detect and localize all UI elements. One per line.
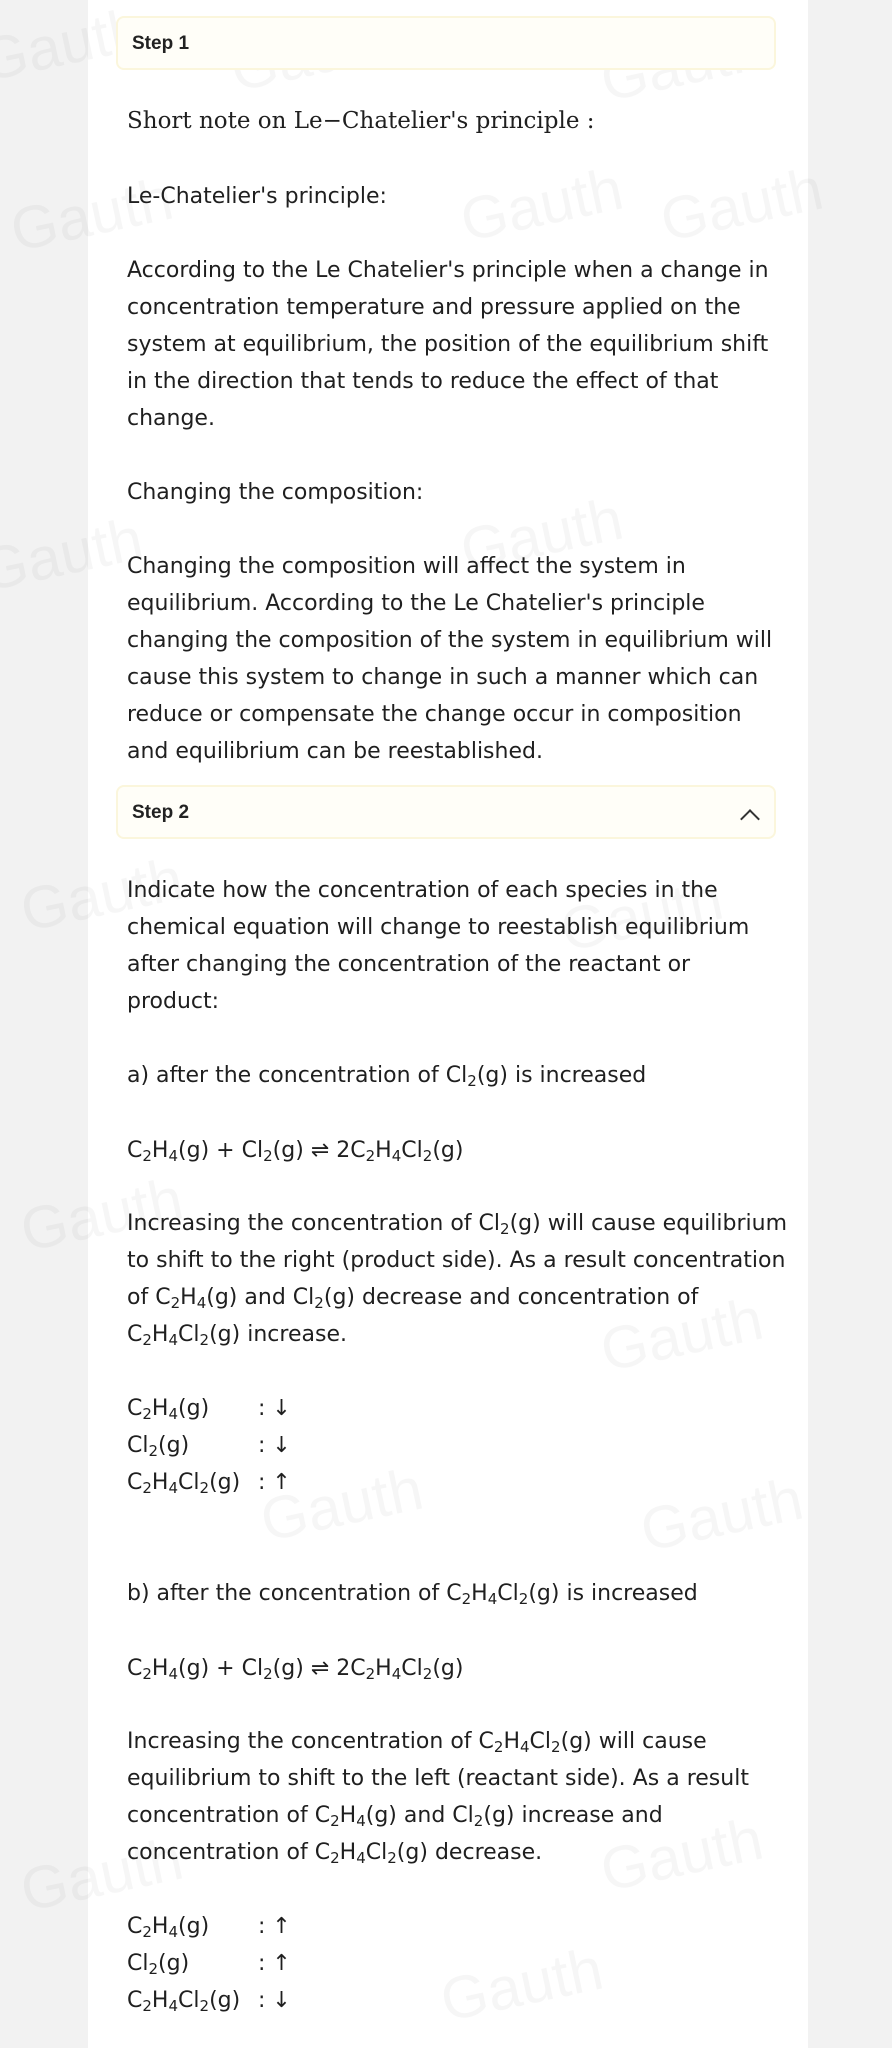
part-a-species-2: $Cl_2(g)$ bbox=[127, 1433, 190, 1460]
chem-formula: $C_2H_4Cl_2(g)$ bbox=[446, 1581, 560, 1608]
section-title: Short note on Le−Chatelier's principle : bbox=[127, 108, 595, 134]
part-a-explanation: Increasing the concentration of $Cl_2(g)$ will cause equilibrium to shift to the right (product side). As a result concentration of $C_2H_4(g)$ and $Cl_2(g)$ decrease and concentration of $C_2H_4Cl_2(g)$ increase. bbox=[127, 1211, 788, 1349]
step-2-header[interactable] bbox=[116, 785, 776, 839]
part-a-question: a) after the concentration of $Cl_2(g)$ is increased bbox=[127, 1063, 647, 1090]
chem-formula: $Cl_2(g)$ bbox=[445, 1063, 508, 1090]
heading-composition: Changing the composition: bbox=[127, 480, 424, 505]
part-b-change-2: : ↑ bbox=[258, 1951, 291, 1976]
principle-paragraph: According to the Le Chatelier's principle when a change in concentration temperature and pressure applied on the system at equilibrium, the position of the equilibrium shift in the direction that tends to reduce the effect of that change. bbox=[127, 258, 769, 431]
part-b-change-1: : ↑ bbox=[258, 1914, 291, 1939]
part-a-change-2: : ↓ bbox=[258, 1433, 291, 1458]
part-b-change-3: : ↓ bbox=[258, 1988, 291, 2013]
part-b-species-1: $C_2H_4(g)$ bbox=[127, 1914, 210, 1941]
part-a-species-1: $C_2H_4(g)$ bbox=[127, 1396, 210, 1423]
part-b-species-2: $Cl_2(g)$ bbox=[127, 1951, 190, 1978]
step-1-label: Step 1 bbox=[132, 33, 190, 54]
composition-paragraph: Changing the composition will affect the system in equilibrium. According to the Le Chatelier's principle changing the composition of the system in equilibrium will cause this system to change in such a manner which can reduce or compensate the change occur in composition and equilibrium can be reestablished. bbox=[127, 554, 773, 764]
part-a-change-3: : ↑ bbox=[258, 1470, 291, 1495]
part-b-species-3: $C_2H_4Cl_2(g)$ bbox=[127, 1988, 241, 2015]
step-2-intro: Indicate how the concentration of each species in the chemical equation will change to reestablish equilibrium after changing the concentration of the reactant or product: bbox=[127, 878, 750, 1014]
heading-principle: Le-Chatelier's principle: bbox=[127, 184, 387, 209]
step-2-label: Step 2 bbox=[132, 802, 190, 823]
part-b-equation: $C_2H_4(g) + Cl_2(g)$ ⇌ $2C_2H_4Cl_2(g)$ bbox=[127, 1656, 464, 1683]
part-a-change-1: : ↓ bbox=[258, 1396, 291, 1421]
part-b-question: b) after the concentration of $C_2H_4Cl_2(g)$ is increased bbox=[127, 1581, 698, 1608]
part-a-species-3: $C_2H_4Cl_2(g)$ bbox=[127, 1470, 241, 1497]
step-1-header[interactable] bbox=[116, 16, 776, 70]
part-b-explanation: Increasing the concentration of $C_2H_4Cl_2(g)$ will cause equilibrium to shift to the left (reactant side). As a result concentration of $C_2H_4(g)$ and $Cl_2(g)$ increase and concentration of $C_2H_4Cl_2(g)$ decrease. bbox=[127, 1729, 749, 1867]
part-a-equation: $C_2H_4(g) + Cl_2(g)$ ⇌ $2C_2H_4Cl_2(g)$ bbox=[127, 1138, 464, 1165]
